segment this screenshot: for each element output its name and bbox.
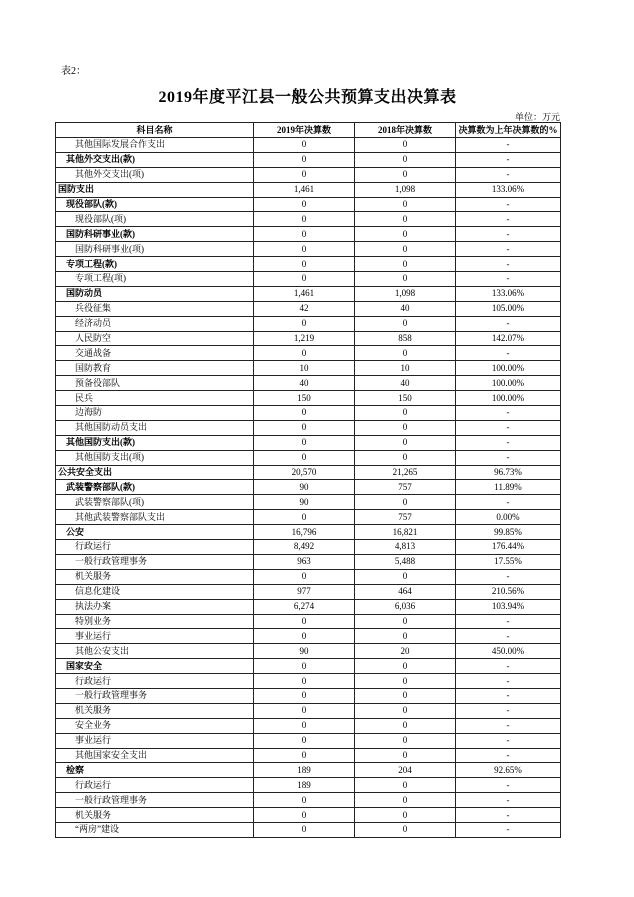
ratio-percent-cell: - [456,272,561,287]
table-row [56,212,561,227]
value-2018-cell: 757 [355,510,456,525]
value-2018-cell: 1,098 [355,286,456,301]
ratio-percent-cell: 450.00% [456,644,561,659]
ratio-percent-cell: - [456,346,561,361]
subject-name-cell: 安全业务 [56,718,254,733]
ratio-percent-cell: 105.00% [456,301,561,316]
ratio-percent-cell: - [456,227,561,242]
value-2019-cell: 150 [254,391,355,406]
value-2019-cell: 0 [254,703,355,718]
table-row [56,138,561,153]
table-row [56,569,561,584]
value-2019-cell: 90 [254,480,355,495]
header-ratio-percent: 决算数为上年决算数的% [456,123,561,138]
value-2018-cell: 0 [355,822,456,837]
value-2019-cell: 0 [254,808,355,823]
ratio-percent-cell: - [456,822,561,837]
value-2018-cell: 0 [355,138,456,153]
table-row [56,450,561,465]
subject-name-cell: 公安 [56,525,254,540]
table-row [56,182,561,197]
unit-label: 单位：万元 [514,112,560,122]
value-2018-cell: 204 [355,763,456,778]
value-2019-cell: 40 [254,376,355,391]
ratio-percent-cell: - [456,674,561,689]
table-row [56,778,561,793]
value-2019-cell: 90 [254,644,355,659]
subject-name-cell: 专项工程(款) [56,257,254,272]
subject-name-cell: 机关服务 [56,808,254,823]
value-2019-cell: 0 [254,569,355,584]
ratio-percent-cell: - [456,659,561,674]
subject-name-cell: 其他外交支出(款) [56,152,254,167]
value-2019-cell: 0 [254,197,355,212]
value-2019-cell: 20,570 [254,465,355,480]
subject-name-cell: 信息化建设 [56,584,254,599]
value-2018-cell: 21,265 [355,465,456,480]
value-2019-cell: 1,461 [254,182,355,197]
ratio-percent-cell: - [456,778,561,793]
value-2018-cell: 6,036 [355,599,456,614]
value-2019-cell: 16,796 [254,525,355,540]
table-row [56,257,561,272]
ratio-percent-cell: 17.55% [456,554,561,569]
subject-name-cell: 特别业务 [56,614,254,629]
value-2018-cell: 0 [355,674,456,689]
value-2019-cell: 0 [254,227,355,242]
ratio-percent-cell: 99.85% [456,525,561,540]
value-2018-cell: 757 [355,480,456,495]
ratio-percent-cell: 133.06% [456,286,561,301]
subject-name-cell: 行政运行 [56,778,254,793]
table-header [56,123,561,138]
value-2018-cell: 0 [355,450,456,465]
value-2018-cell: 0 [355,272,456,287]
value-2018-cell: 1,098 [355,182,456,197]
subject-name-cell: 现役部队(款) [56,197,254,212]
subject-name-cell: 现役部队(项) [56,212,254,227]
table-row [56,227,561,242]
page-title: 2019年度平江县一般公共预算支出决算表 [158,89,457,106]
table-row [56,614,561,629]
value-2019-cell: 0 [254,435,355,450]
ratio-percent-cell: 96.73% [456,465,561,480]
table-row [56,435,561,450]
value-2019-cell: 0 [254,138,355,153]
table-row [56,659,561,674]
value-2019-cell: 0 [254,420,355,435]
ratio-percent-cell: 133.06% [456,182,561,197]
value-2018-cell: 0 [355,688,456,703]
value-2019-cell: 0 [254,748,355,763]
value-2018-cell: 40 [355,376,456,391]
value-2018-cell: 40 [355,301,456,316]
value-2019-cell: 6,274 [254,599,355,614]
value-2018-cell: 150 [355,391,456,406]
table-row [56,718,561,733]
value-2019-cell: 0 [254,316,355,331]
ratio-percent-cell: - [456,406,561,421]
header-row [56,123,561,138]
ratio-percent-cell: 176.44% [456,540,561,555]
table-row [56,540,561,555]
ratio-percent-cell: 11.89% [456,480,561,495]
table-row [56,286,561,301]
ratio-percent-cell: - [456,688,561,703]
value-2018-cell: 0 [355,793,456,808]
value-2018-cell: 0 [355,748,456,763]
subject-name-cell: 专项工程(项) [56,272,254,287]
ratio-percent-cell: 0.00% [456,510,561,525]
table-row [56,391,561,406]
value-2019-cell: 0 [254,614,355,629]
table-row [56,688,561,703]
subject-name-cell: 民兵 [56,391,254,406]
ratio-percent-cell: - [456,733,561,748]
table-row [56,316,561,331]
ratio-percent-cell: - [456,569,561,584]
table-row [56,629,561,644]
subject-name-cell: 其他国际发展合作支出 [56,138,254,153]
table-row [56,376,561,391]
table-row [56,465,561,480]
value-2019-cell: 0 [254,510,355,525]
value-2019-cell: 0 [254,346,355,361]
table-row [56,733,561,748]
value-2018-cell: 0 [355,346,456,361]
table-row [56,525,561,540]
value-2019-cell: 977 [254,584,355,599]
value-2019-cell: 90 [254,495,355,510]
value-2018-cell: 0 [355,316,456,331]
ratio-percent-cell: 100.00% [456,361,561,376]
ratio-percent-cell: 100.00% [456,391,561,406]
value-2019-cell: 0 [254,718,355,733]
subject-name-cell: 一般行政管理事务 [56,554,254,569]
ratio-percent-cell: 103.94% [456,599,561,614]
subject-name-cell: 边海防 [56,406,254,421]
ratio-percent-cell: - [456,138,561,153]
table-row [56,361,561,376]
value-2018-cell: 0 [355,629,456,644]
value-2018-cell: 0 [355,406,456,421]
subject-name-cell: 事业运行 [56,733,254,748]
table-row [56,822,561,837]
budget-table [55,122,561,838]
ratio-percent-cell: - [456,703,561,718]
table-row [56,152,561,167]
table-row [56,197,561,212]
value-2018-cell: 0 [355,212,456,227]
table-row [56,554,561,569]
value-2019-cell: 0 [254,406,355,421]
table-row [56,763,561,778]
value-2018-cell: 464 [355,584,456,599]
value-2019-cell: 0 [254,167,355,182]
value-2019-cell: 0 [254,257,355,272]
subject-name-cell: 行政运行 [56,674,254,689]
subject-name-cell: 国防动员 [56,286,254,301]
value-2019-cell: 0 [254,450,355,465]
table-row [56,272,561,287]
table-row [56,167,561,182]
subject-name-cell: 公共安全支出 [56,465,254,480]
value-2018-cell: 0 [355,495,456,510]
ratio-percent-cell: - [456,197,561,212]
ratio-percent-cell: - [456,242,561,257]
value-2019-cell: 0 [254,242,355,257]
value-2018-cell: 0 [355,614,456,629]
table-row [56,584,561,599]
subject-name-cell: 武装警察部队(款) [56,480,254,495]
table-row [56,510,561,525]
subject-name-cell: 国防支出 [56,182,254,197]
value-2018-cell: 0 [355,808,456,823]
value-2018-cell: 0 [355,733,456,748]
value-2018-cell: 0 [355,257,456,272]
ratio-percent-cell: - [456,748,561,763]
table-row [56,703,561,718]
subject-name-cell: 兵役征集 [56,301,254,316]
value-2018-cell: 0 [355,435,456,450]
subject-name-cell: 国防科研事业(款) [56,227,254,242]
value-2018-cell: 20 [355,644,456,659]
subject-name-cell: 交通战备 [56,346,254,361]
subject-name-cell: 其他武装警察部队支出 [56,510,254,525]
value-2019-cell: 0 [254,629,355,644]
value-2019-cell: 0 [254,659,355,674]
subject-name-cell: “两房”建设 [56,822,254,837]
ratio-percent-cell: - [456,167,561,182]
value-2019-cell: 0 [254,272,355,287]
ratio-percent-cell: - [456,257,561,272]
subject-name-cell: 人民防空 [56,331,254,346]
subject-name-cell: 行政运行 [56,540,254,555]
value-2019-cell: 189 [254,778,355,793]
table-row [56,674,561,689]
subject-name-cell: 一般行政管理事务 [56,688,254,703]
value-2018-cell: 4,813 [355,540,456,555]
subject-name-cell: 其他国防动员支出 [56,420,254,435]
value-2018-cell: 0 [355,420,456,435]
subject-name-cell: 武装警察部队(项) [56,495,254,510]
table-row [56,793,561,808]
table-row [56,420,561,435]
ratio-percent-cell: - [456,793,561,808]
subject-name-cell: 国家安全 [56,659,254,674]
table-row [56,406,561,421]
header-2019-final: 2019年决算数 [254,123,355,138]
ratio-percent-cell: 100.00% [456,376,561,391]
subject-name-cell: 其他外交支出(项) [56,167,254,182]
value-2018-cell: 0 [355,152,456,167]
value-2019-cell: 10 [254,361,355,376]
value-2019-cell: 0 [254,822,355,837]
table-number-label: 表2： [61,66,86,77]
header-2018-final: 2018年决算数 [355,123,456,138]
ratio-percent-cell: - [456,614,561,629]
ratio-percent-cell: - [456,316,561,331]
ratio-percent-cell: - [456,718,561,733]
table-row [56,480,561,495]
value-2018-cell: 16,821 [355,525,456,540]
subject-name-cell: 经济动员 [56,316,254,331]
value-2018-cell: 0 [355,569,456,584]
subject-name-cell: 国防教育 [56,361,254,376]
table-row [56,301,561,316]
ratio-percent-cell: - [456,420,561,435]
table-row [56,599,561,614]
table-body [56,138,561,838]
table-row [56,495,561,510]
value-2018-cell: 5,488 [355,554,456,569]
subject-name-cell: 事业运行 [56,629,254,644]
ratio-percent-cell: - [456,495,561,510]
subject-name-cell: 检察 [56,763,254,778]
value-2018-cell: 0 [355,718,456,733]
ratio-percent-cell: - [456,450,561,465]
value-2018-cell: 0 [355,659,456,674]
table-row [56,644,561,659]
ratio-percent-cell: - [456,152,561,167]
table-row [56,808,561,823]
ratio-percent-cell: 92.65% [456,763,561,778]
value-2018-cell: 0 [355,197,456,212]
value-2019-cell: 0 [254,733,355,748]
value-2019-cell: 0 [254,688,355,703]
value-2018-cell: 858 [355,331,456,346]
value-2019-cell: 0 [254,212,355,227]
header-subject-name: 科目名称 [56,123,254,138]
subject-name-cell: 预备役部队 [56,376,254,391]
value-2019-cell: 42 [254,301,355,316]
value-2018-cell: 0 [355,242,456,257]
subject-name-cell: 机关服务 [56,703,254,718]
subject-name-cell: 机关服务 [56,569,254,584]
value-2019-cell: 189 [254,763,355,778]
value-2018-cell: 10 [355,361,456,376]
value-2019-cell: 1,461 [254,286,355,301]
table-row [56,242,561,257]
value-2019-cell: 0 [254,674,355,689]
value-2018-cell: 0 [355,703,456,718]
value-2018-cell: 0 [355,227,456,242]
subject-name-cell: 国防科研事业(项) [56,242,254,257]
ratio-percent-cell: - [456,629,561,644]
ratio-percent-cell: - [456,808,561,823]
value-2019-cell: 8,492 [254,540,355,555]
ratio-percent-cell: - [456,435,561,450]
subject-name-cell: 执法办案 [56,599,254,614]
value-2019-cell: 0 [254,793,355,808]
ratio-percent-cell: - [456,212,561,227]
value-2018-cell: 0 [355,167,456,182]
table-row [56,331,561,346]
value-2019-cell: 963 [254,554,355,569]
value-2019-cell: 1,219 [254,331,355,346]
ratio-percent-cell: 210.56% [456,584,561,599]
subject-name-cell: 其他公安支出 [56,644,254,659]
subject-name-cell: 一般行政管理事务 [56,793,254,808]
table-row [56,346,561,361]
table-row [56,748,561,763]
subject-name-cell: 其他国防支出(项) [56,450,254,465]
subject-name-cell: 其他国防支出(款) [56,435,254,450]
ratio-percent-cell: 142.07% [456,331,561,346]
value-2018-cell: 0 [355,778,456,793]
value-2019-cell: 0 [254,152,355,167]
subject-name-cell: 其他国家安全支出 [56,748,254,763]
